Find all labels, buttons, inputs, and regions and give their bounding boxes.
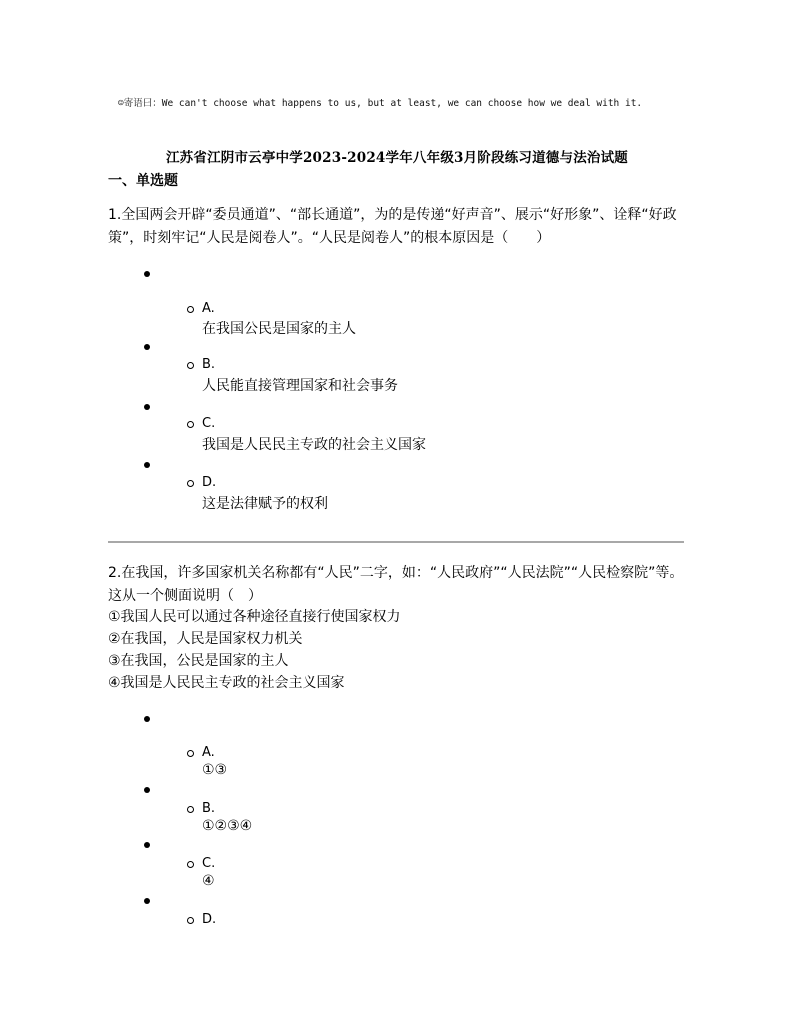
option-letter: B. [202, 801, 216, 816]
radio-option-c[interactable] [187, 861, 194, 868]
option-letter: D. [202, 475, 217, 490]
statement-3: ③在我国，公民是国家的主人 [108, 653, 289, 669]
option-text[interactable]: ④ [202, 873, 215, 889]
radio-option-d[interactable] [187, 917, 194, 924]
question-2-stem: 2.在我国，许多国家机关名称都有“人民”二字，如：“人民政府”“人民法院”“人民检察院”等。这从一个侧面说明（ ） [108, 565, 684, 604]
option-text[interactable]: 这是法律赋予的权利 [202, 496, 328, 512]
statement-4: ④我国是人民民主专政的社会主义国家 [108, 675, 345, 691]
option-text[interactable]: 人民能直接管理国家和社会事务 [202, 378, 398, 394]
question-1-stem: 1.全国两会开辟“委员通道”、“部长通道”，为的是传递“好声音”、展示“好形象”、诠释“好政策”，时刻牢记“人民是阅卷人”。“人民是阅卷人”的根本原因是（ ） [108, 207, 677, 246]
radio-option-a[interactable] [187, 750, 194, 757]
option-letter: C. [202, 416, 216, 431]
option-letter: B. [202, 357, 216, 372]
option-bullet [144, 716, 150, 722]
section-heading: 一、单选题 [108, 173, 178, 189]
option-letter: A. [202, 301, 215, 316]
option-letter: D. [202, 912, 217, 927]
option-text[interactable]: ①③ [202, 762, 228, 778]
statement-2: ②在我国，人民是国家权力机关 [108, 631, 303, 647]
option-bullet [144, 271, 150, 277]
option-bullet [144, 404, 150, 410]
statement-1: ①我国人民可以通过各种途径直接行使国家权力 [108, 609, 401, 625]
question-divider [108, 541, 684, 543]
option-bullet [144, 898, 150, 904]
document-title: 江苏省江阴市云亭中学2023-2024学年八年级3月阶段练习道德与法治试题 [165, 150, 629, 166]
option-bullet [144, 462, 150, 468]
option-bullet [144, 842, 150, 848]
option-text[interactable]: 在我国公民是国家的主人 [202, 321, 356, 337]
radio-option-b[interactable] [187, 806, 194, 813]
option-text[interactable]: ①②③④ [202, 818, 253, 834]
option-text[interactable]: 我国是人民民主专政的社会主义国家 [202, 437, 426, 453]
radio-option-c[interactable] [187, 421, 194, 428]
option-bullet [144, 787, 150, 793]
option-bullet [144, 344, 150, 350]
radio-option-a[interactable] [187, 306, 194, 313]
option-letter: A. [202, 745, 215, 760]
motto-quote: ☺寄语曰：We can't choose what happens to us, but at least, we can choose how we deal with it. [118, 98, 643, 109]
radio-option-d[interactable] [187, 480, 194, 487]
radio-option-b[interactable] [187, 362, 194, 369]
option-letter: C. [202, 856, 216, 871]
